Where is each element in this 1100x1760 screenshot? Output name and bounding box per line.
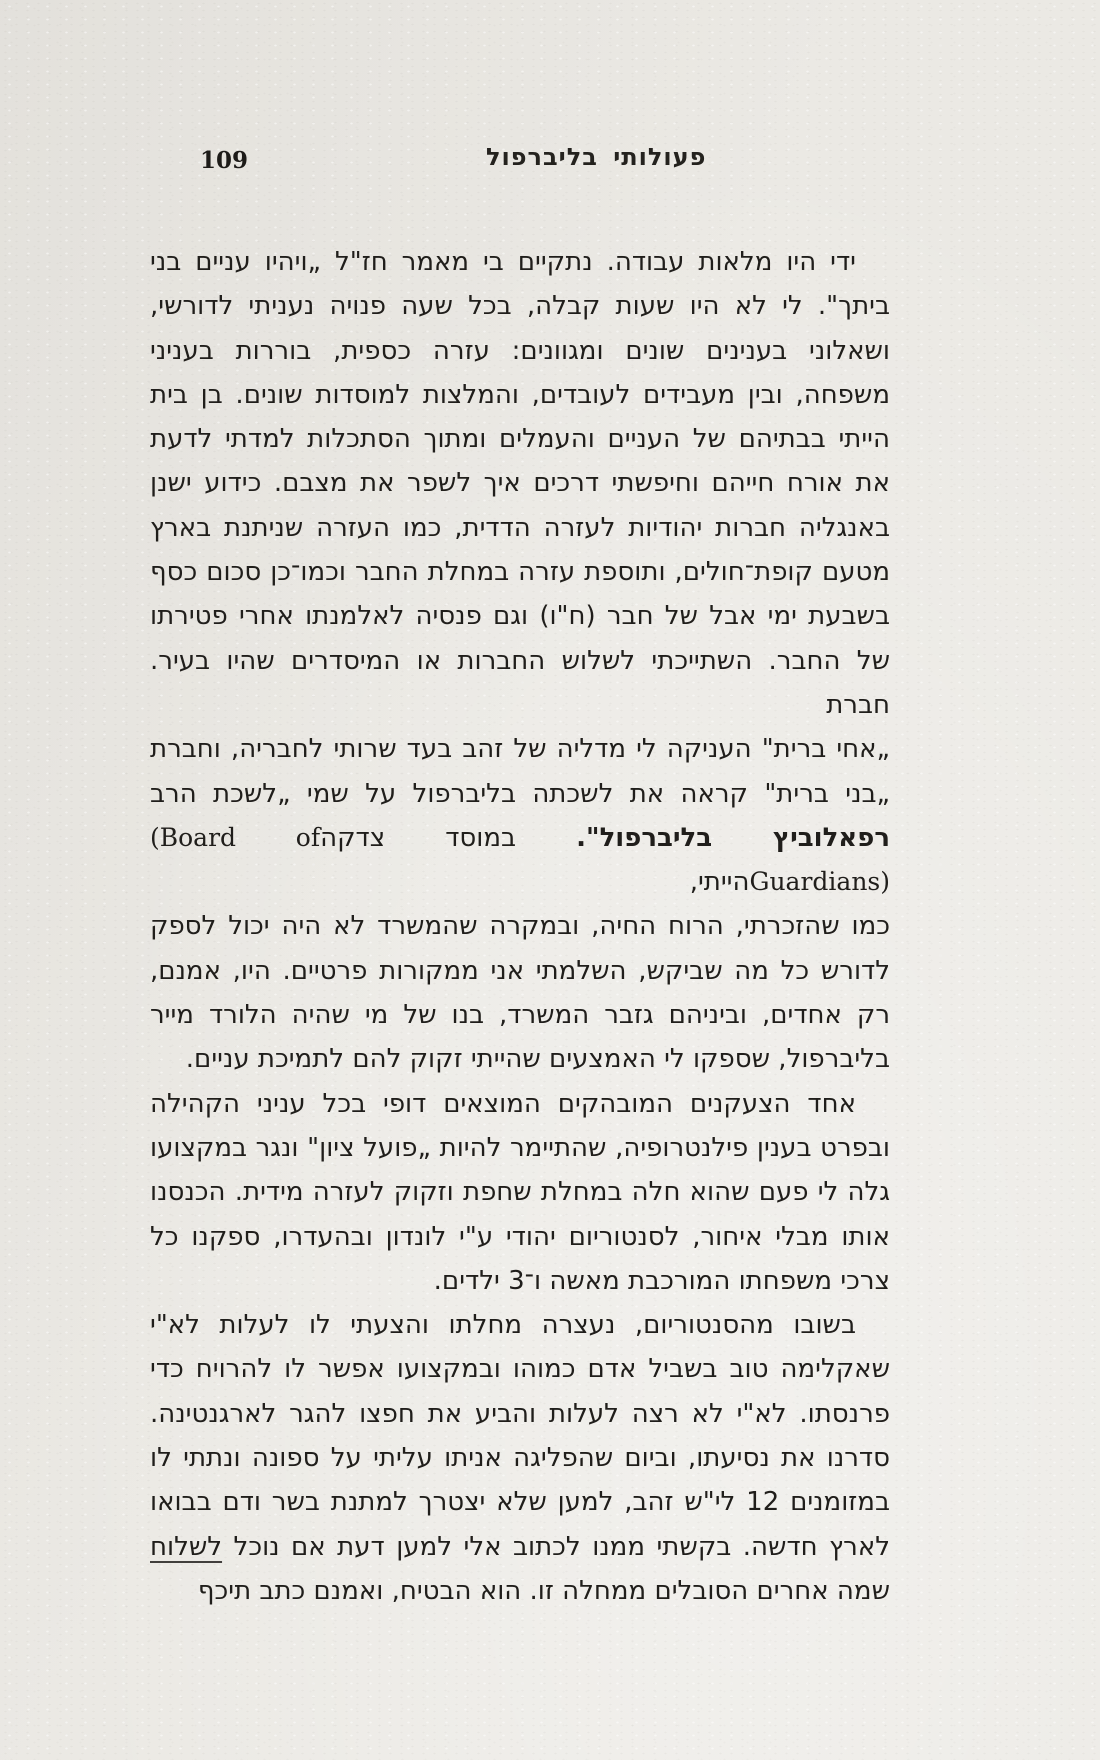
page-number: 109 — [200, 147, 249, 174]
paragraph-1-line-14: כמו שהזכרתי, הרוח החיה, ובמקרה שהמשרד לא היה יכול לספק — [150, 911, 890, 942]
paragraph-1-line-11: „אחי ברית" העניקה לי מדליה של זהב בעד שרותי לחבריה, וחברת — [150, 734, 890, 765]
paragraph-1-line-7: באנגליה חברות יהודיות לעזרה הדדית, כמו העזרה שניתנת בארץ — [150, 512, 890, 543]
paragraph-1-line-1: ידי היו מלאות עבודה. נתקיים בי מאמר חז"ל „ויהיו עניים בני — [150, 247, 856, 277]
page-text-body — [150, 240, 890, 1613]
line-28-pre-segment: לארץ חדשה. בקשתי ממנו לכתוב אלי למען דעת אם נוכל — [222, 1531, 890, 1562]
paragraph-1-line-6: את אורח חייהם וחיפשתי דרכים איך לשפר את מצבם. כידוע ישנן — [150, 468, 890, 499]
paragraph-3-line-4: סדרנו את נסיעתו, וביום שהפליגה אניתו עליתי על ספונה ונתתי לו — [150, 1443, 890, 1474]
paragraph-1-line-17: בליברפול, שספקו לי האמצעים שהייתי זקוק להם לתמיכת עניים. — [185, 1044, 890, 1075]
paragraph-3-line-2: שאקלימה טוב בשביל אדם כמוהו ובמקצועו אפשר לו להרויח כדי — [150, 1354, 890, 1385]
paragraph-1-line-8: מטעם קופת־חולים, ותוספת עזרה במחלת החבר וכמו־כן סכום כסף — [150, 557, 890, 588]
paragraph-3-line-7: שמה אחרים הסובלים ממחלה זו. הוא הבטיח, ואמנם כתב תיכף — [197, 1575, 890, 1606]
paragraph-2-line-4: אותו מבלי איחור, לסנטוריום יהודי ע"י לונדון ובהעדרו, ספקנו כל — [150, 1221, 890, 1252]
paragraph-1-line-13 — [150, 816, 890, 905]
underlined-word: לשלוח — [150, 1531, 223, 1562]
paragraph-2-line-5: צרכי משפחתו המורכבת מאשה ו־3 ילדים. — [433, 1265, 890, 1296]
paragraph-1-line-9: בשבעת ימי אבל של חבר (ח"ו) וגם פנסיה לאלמנתו אחרי פטירתו — [150, 601, 890, 632]
paragraph-3-line-3: פרנסתו. לא"י לא רצה לעלות והביע את חפצו להגר לארגנטינה. — [150, 1398, 890, 1429]
paragraph-1-line-3: ושאלוני בענינים שונים ומגוונים: עזרה כספית, בוררות בעניני — [150, 335, 890, 366]
line-13-end-segment: הייתי, — [689, 867, 750, 898]
paragraph-2-line-2: ובפרט בענין פילנטרופיה, שהתיימר להיות „פועל ציון" ונגר במקצועו — [150, 1132, 890, 1163]
paragraph-1-line-12: „בני ברית" קראה את לשכתה בליברפול על שמי „לשכת הרב — [150, 778, 890, 809]
running-header-title: פעולותי בליברפול — [486, 143, 707, 171]
paragraph-1-line-2: ביתך". לי לא היו שעות קבלה, בכל שעה פנויה נעניתי לדורשי, — [150, 291, 890, 322]
paragraph-3-line-6 — [150, 1525, 890, 1569]
bold-name-segment: רפאלוביץ בליברפול". — [576, 822, 890, 853]
paragraph-1-line-5: הייתי בבתיהם של העניים והעמלים ומתוך הסתכלות למדתי לדעת — [150, 424, 890, 455]
paragraph-1-line-15: לדורש כל מה שביקש, השלמתי אני ממקורות פרטיים. היו, אמנם, — [150, 955, 890, 986]
paragraph-2-line-3: גלה לי פעם שהוא חלה במחלת שחפת וזקוק לעזרה מידית. הכנסנו — [150, 1177, 890, 1208]
line-13-mid-segment: במוסד צדקה — [320, 822, 577, 853]
paragraph-3-line-5: במזומנים 12 לי"ש זהב, למען שלא יצטרך למתנת בשר ודם בבואו — [150, 1487, 890, 1518]
paragraph-3-line-1: בשובו מהסנטוריום, נעצרה מחלתו והצעתי לו לעלות לא"י — [150, 1310, 856, 1341]
latin-phrase-segment: (Board of Guardians) — [150, 822, 890, 897]
paragraph-1-line-10: של החבר. השתייכתי לשלוש החברות או המיסדרים שהיו בעיר. חברת — [150, 645, 890, 720]
paragraph-2-line-1: אחד הצעקנים המובהקים המוצאים דופי בכל עניני הקהילה — [150, 1088, 856, 1119]
paragraph-1-line-4: משפחה, ובין מעבידים לעובדים, והמלצות למוסדות שונים. בן בית — [150, 379, 890, 410]
paragraph-1-line-16: רק אחדים, וביניהם גזבר המשרד, בנו של מי שהיה הלורד מייר — [150, 1000, 890, 1031]
